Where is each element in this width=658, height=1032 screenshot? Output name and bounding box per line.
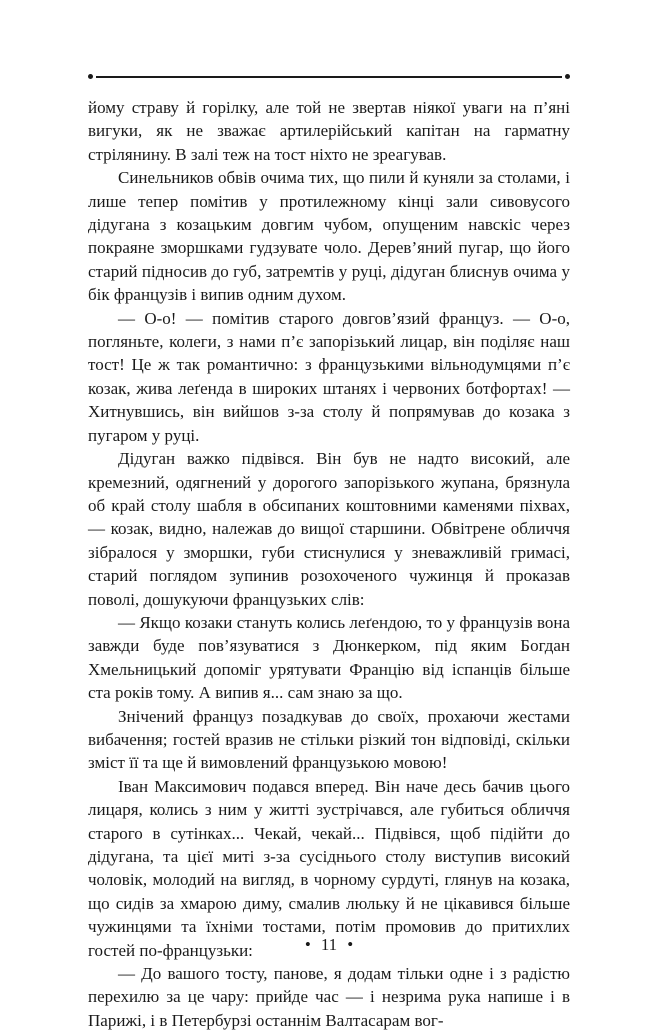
page-number: 11 <box>320 935 338 954</box>
paragraph: — Якщо козаки стануть колись леґендою, то у французів вона завжди буде пов’язуватися з Дюнкерком, під яким Богдан Хмельницький допоміг урятувати Францію від іспанців більше ста років тому. А випив я... сам знаю за що. <box>88 612 570 703</box>
header-dot-right <box>565 74 570 79</box>
paragraph: Дідуган важко підвівся. Він був не надто високий, але кремезний, одягнений у дорогого запорізького жупана, брязнула об край столу шабля в обсипаних коштовними каменями піхвах, — козак, видно, належав до вищої старшини. Обвітрене обличчя зібралося у зморшки, губи стиснулися у зневажливій гримасі, старий поглядом зупинив розохоченого чужинця й проказав поволі, дошукуючи французьких слів: <box>88 449 570 609</box>
header-rule <box>88 72 570 82</box>
header-dot-left <box>88 74 93 79</box>
header-line <box>96 76 562 78</box>
paragraph: Синельников обвів очима тих, що пили й куняли за столами, і лише тепер помітив у протилежному кінці зали сивовусого дідугана з козацьким довгим чубом, опущеним навскіс через покраяне зморшками гудзувате чоло. Дерев’яний пугар, що його старий підносив до губ, затремтів у руці, дідуган блиснув очима у бік французів і випив одним духом. <box>88 168 570 305</box>
paragraph: Іван Максимович подався вперед. Він наче десь бачив цього лицаря, колись з ним у житті зустрічався, але губиться обличчя старого в сутінках... Чекай, чекай... Підвівся, щоб підійти до дідугана, та цієї миті з-за сусіднього столу виступив високий чоловік, молодий на вигляд, в чорному сурдуті, глянув на козака, що сидів за хмарою диму, смалив люльку й не цікавився більше чужинцями та їхніми тостами, потім промовив до притихлих гостей по-французьки: <box>88 776 570 960</box>
footer-bullet-right: • <box>347 935 354 954</box>
paragraph: — До вашого тосту, панове, я додам тільки одне і з радістю перехилю за це чару: прийде час — і незрима рука напише і в Парижі, і в Петербурзі останнім Валтасарам вог- <box>88 964 570 1030</box>
paragraph: Знічений француз позадкував до своїх, прохаючи жестами вибачення; гостей вразив не стільки різкий тон відповіді, скільки зміст її та ще й вимовлений французькою мовою! <box>88 706 570 773</box>
footer-bullet-left: • <box>304 935 311 954</box>
paragraph-continuation: йому страву й горілку, але той не звертав ніякої уваги на п’яні вигуки, як не зважає артилерійський капітан на гарматну стрілянину. В залі теж на тост ніхто не зреагував. <box>88 98 570 164</box>
paragraph: — О-о! — помітив старого довгов’язий француз. — О-о, погляньте, колеги, з нами п’є запорізький лицар, він поділяє наш тост! Це ж так романтично: з французькими вільнодумцями п’є козак, жива леґенда в широких штанях і червоних ботфортах! — Хитнувшись, він вийшов з-за столу й попрямував до козака з пугаром у руці. <box>88 308 570 445</box>
page-text <box>88 96 570 1032</box>
page-footer <box>0 934 658 956</box>
